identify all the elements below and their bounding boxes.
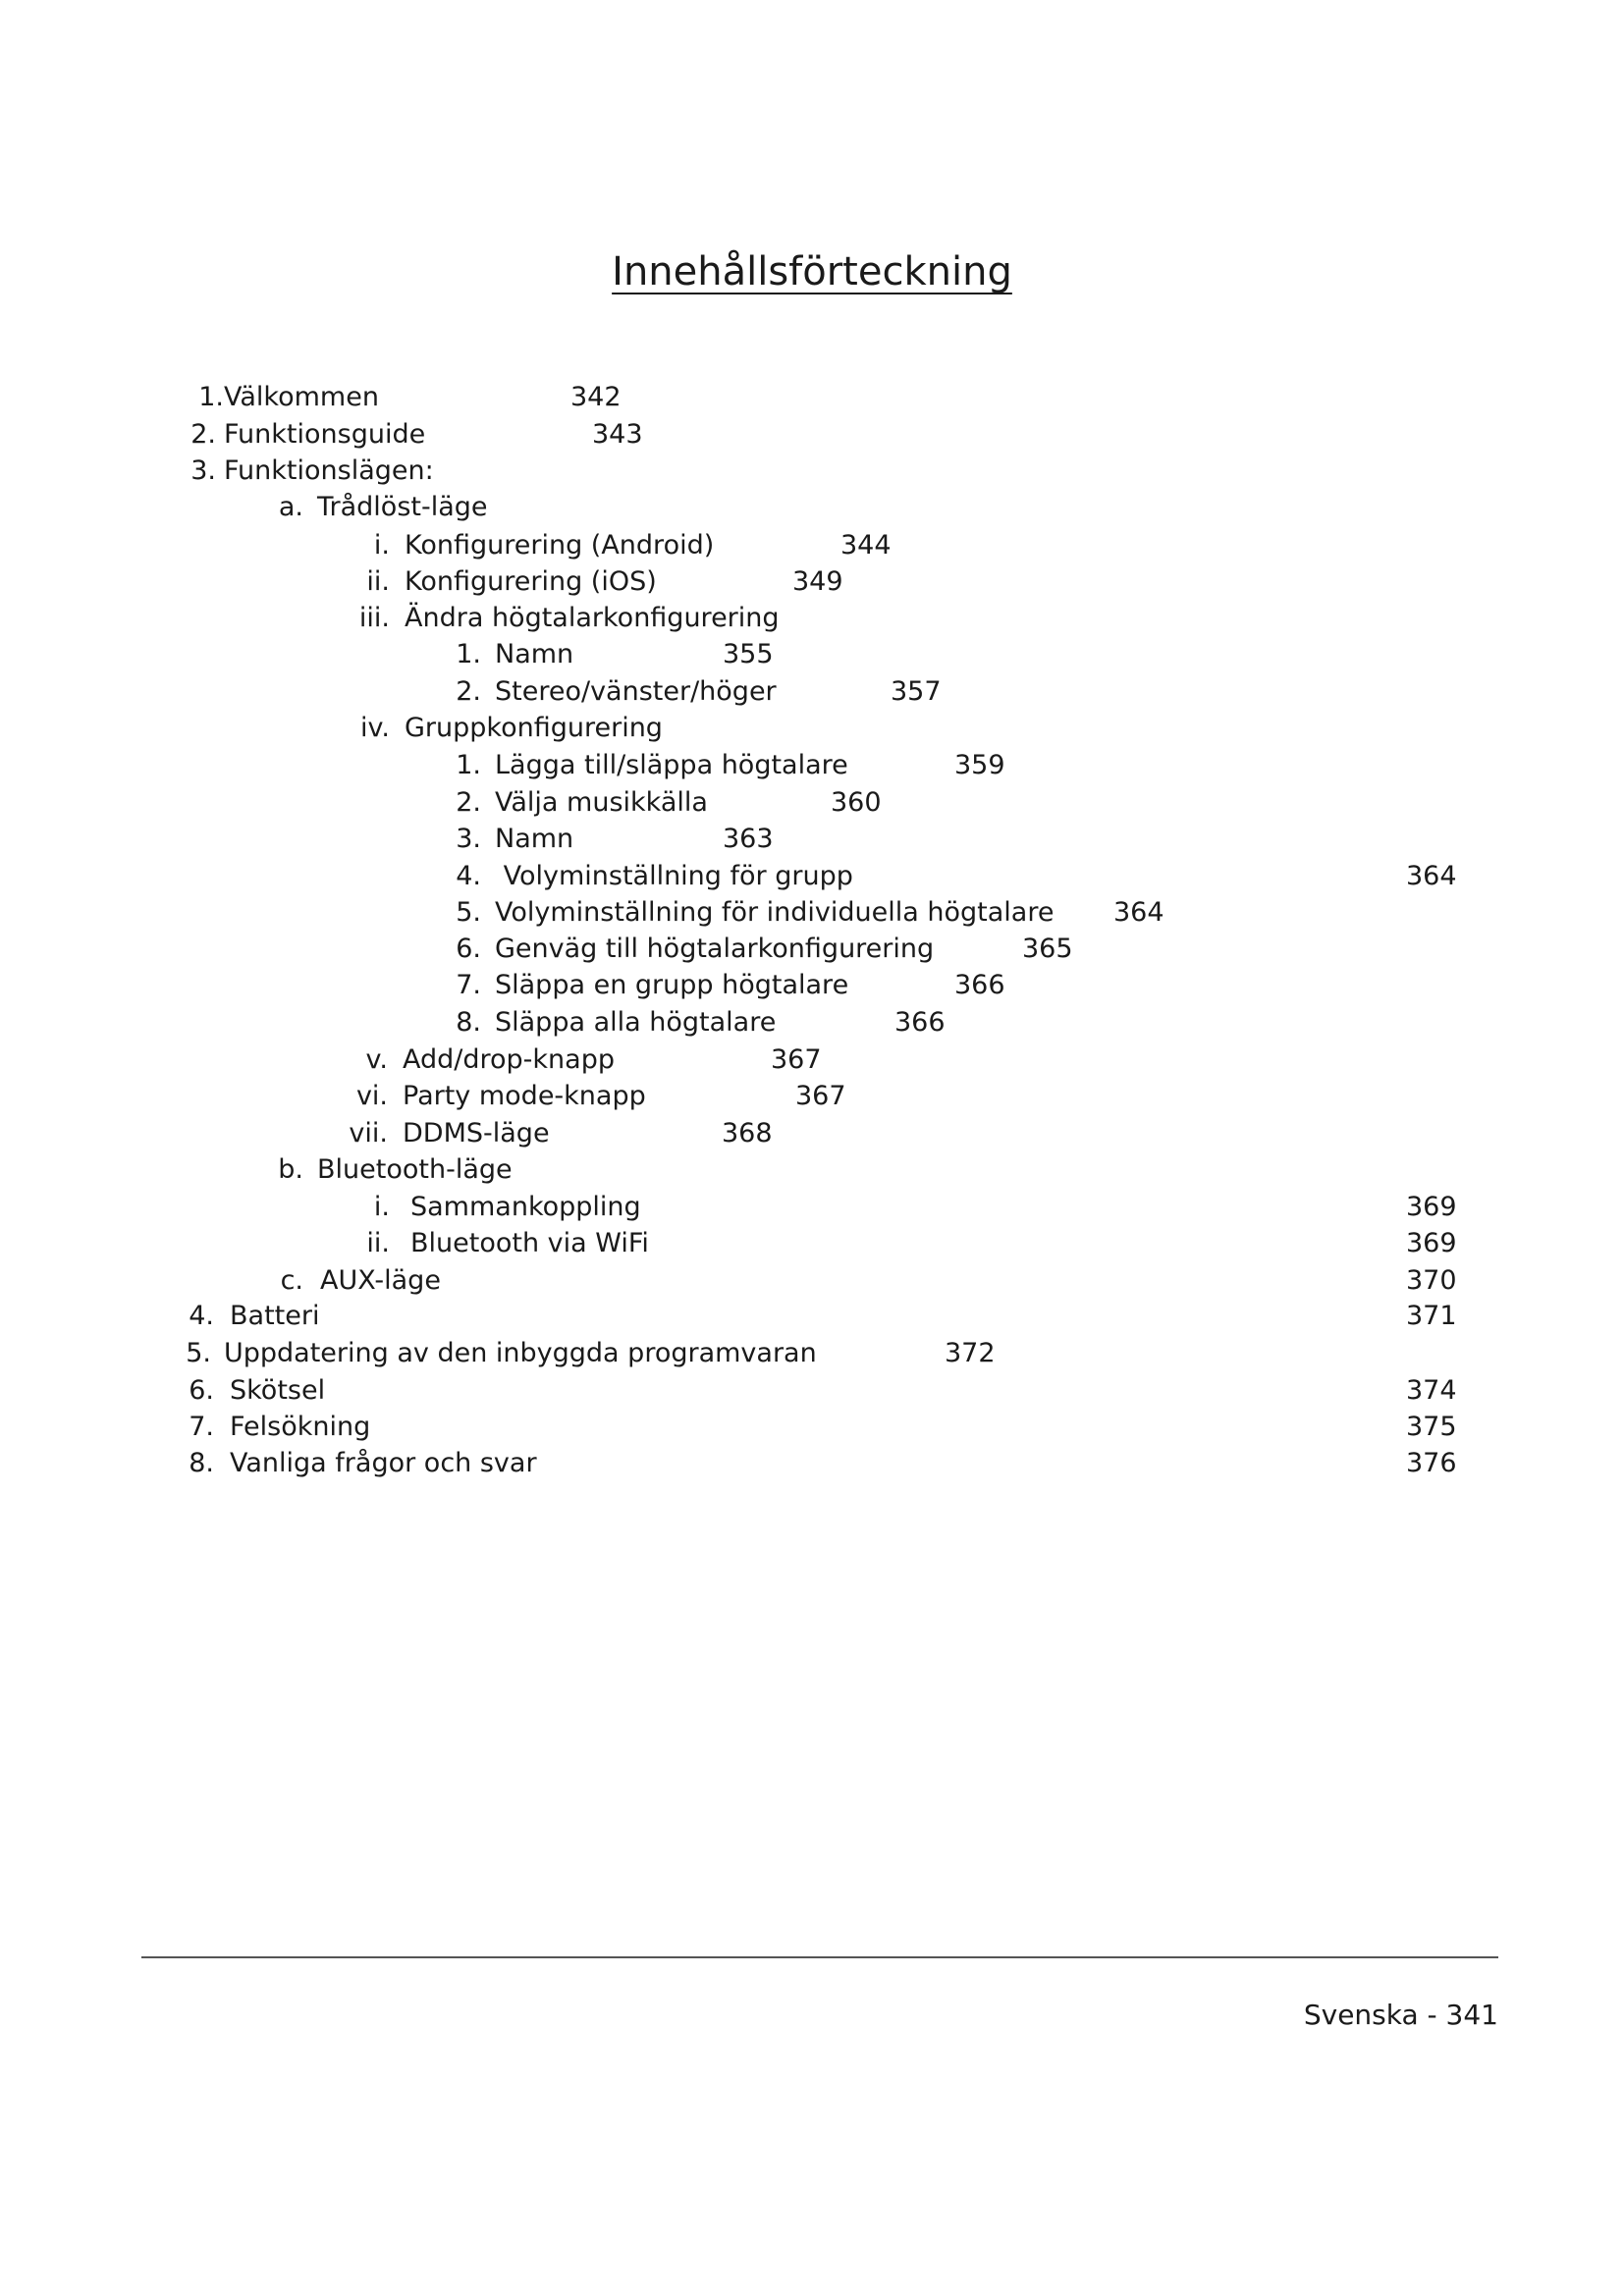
toc-entry-page-number: 366	[894, 1007, 946, 1038]
toc-entry-number: 6.	[189, 1375, 214, 1406]
toc-entry-number: 1.	[456, 639, 481, 669]
toc-entry-number: vi.	[355, 1081, 388, 1111]
toc-entry-number: b.	[278, 1154, 303, 1185]
toc-entry-number: a.	[278, 492, 303, 522]
toc-entry	[0, 1337, 1624, 1370]
toc-entry-page-number: 371	[1406, 1301, 1457, 1331]
toc-entry-page-number: 344	[840, 530, 892, 561]
toc-entry-page-number: 367	[795, 1081, 846, 1111]
toc-entry-number: iii.	[358, 603, 390, 633]
toc-entry	[0, 1117, 1624, 1150]
toc-entry-title: Felsökning	[230, 1412, 371, 1442]
toc-entry-page-number: 359	[954, 750, 1005, 780]
toc-entry-page-number: 360	[831, 787, 882, 818]
toc-entry-number: 7.	[189, 1412, 214, 1442]
toc-entry-number: 2.	[456, 676, 481, 707]
toc-entry-title: Add/drop-knapp	[403, 1044, 615, 1075]
toc-entry	[0, 1411, 1624, 1444]
toc-entry-page-number: 370	[1406, 1265, 1457, 1296]
toc-entry-number: c.	[280, 1265, 303, 1296]
toc-entry-number: iv.	[360, 713, 390, 743]
toc-entry-number: 1.	[198, 382, 224, 412]
toc-entry-title: AUX-läge	[320, 1265, 441, 1296]
toc-entry	[0, 418, 1624, 452]
toc-entry-page-number: 376	[1406, 1448, 1457, 1478]
toc-entry-title: Bluetooth via WiFi	[410, 1228, 649, 1258]
toc-entry-title: Stereo/vänster/höger	[495, 676, 777, 707]
toc-entry-page-number: 343	[592, 419, 643, 450]
toc-entry	[0, 1006, 1624, 1040]
toc-entry-title: Ändra högtalarkonfigurering	[405, 603, 780, 633]
toc-entry-page-number: 367	[771, 1044, 822, 1075]
toc-entry-number: v.	[365, 1044, 388, 1075]
toc-entry-number: 4.	[189, 1301, 214, 1331]
toc-entry-title: Vanliga frågor och svar	[230, 1448, 537, 1478]
toc-entry-number: 6.	[456, 934, 481, 964]
toc-entry-page-number: 364	[1406, 861, 1457, 891]
toc-entry-number: 2.	[190, 419, 216, 450]
toc-entry	[0, 491, 1624, 524]
toc-entry	[0, 1153, 1624, 1187]
toc-entry-number: 5.	[456, 897, 481, 928]
toc-entry	[0, 749, 1624, 782]
toc-entry-page-number: 355	[723, 639, 774, 669]
toc-entry-title: Konfigurering (Android)	[405, 530, 715, 561]
toc-entry-page-number: 365	[1022, 934, 1073, 964]
toc-entry	[0, 1191, 1624, 1224]
toc-entry-title: DDMS-läge	[403, 1118, 550, 1148]
toc-entry	[0, 1300, 1624, 1333]
toc-entry-page-number: 363	[723, 824, 774, 854]
toc-entry	[0, 1264, 1624, 1298]
toc-entry-number: ii.	[366, 566, 390, 597]
toc-entry-title: Bluetooth-läge	[317, 1154, 513, 1185]
toc-entry-page-number: 369	[1406, 1192, 1457, 1222]
toc-entry	[0, 565, 1624, 599]
toc-entry	[0, 933, 1624, 966]
toc-entry-title: Gruppkonfigurering	[405, 713, 663, 743]
toc-entry	[0, 1374, 1624, 1408]
toc-entry-number: i.	[373, 530, 390, 561]
toc-entry-number: 2.	[456, 787, 481, 818]
toc-entry-number: vii.	[349, 1118, 388, 1148]
toc-entry-title: Batteri	[230, 1301, 320, 1331]
toc-entry-page-number: 369	[1406, 1228, 1457, 1258]
toc-entry-title: Skötsel	[230, 1375, 326, 1406]
toc-entry	[0, 675, 1624, 709]
toc-entry-number: 8.	[456, 1007, 481, 1038]
toc-entry-number: 7.	[456, 970, 481, 1000]
toc-entry-title: Lägga till/släppa högtalare	[495, 750, 848, 780]
toc-entry-title: Volyminställning för grupp	[495, 861, 853, 891]
toc-entry-title: Volyminställning för individuella högtalare	[495, 897, 1055, 928]
toc-entry-page-number: 368	[722, 1118, 773, 1148]
toc-entry-number: 3.	[456, 824, 481, 854]
toc-entry	[0, 1227, 1624, 1260]
toc-entry	[0, 1043, 1624, 1077]
toc-entry-page-number: 372	[945, 1338, 996, 1368]
toc-entry-number: i.	[373, 1192, 390, 1222]
toc-entry-page-number: 364	[1113, 897, 1164, 928]
toc-entry	[0, 1080, 1624, 1113]
toc-entry-title: Party mode-knapp	[403, 1081, 646, 1111]
toc-entry-title: Konfigurering (iOS)	[405, 566, 657, 597]
toc-entry	[0, 381, 1624, 414]
toc-entry-number: 3.	[190, 455, 216, 486]
footer-divider	[141, 1956, 1498, 1958]
toc-entry-title: Trådlöst-läge	[317, 492, 488, 522]
toc-entry-title: Välja musikkälla	[495, 787, 708, 818]
toc-entry-page-number: 375	[1406, 1412, 1457, 1442]
toc-entry	[0, 969, 1624, 1002]
toc-entry	[0, 454, 1624, 488]
toc-entry-number: 4.	[456, 861, 481, 891]
page-title: Innehållsförteckning	[612, 249, 1012, 294]
toc-entry-number: 1.	[456, 750, 481, 780]
toc-entry-title: Namn	[495, 824, 574, 854]
toc-entry-title: Funktionslägen:	[224, 455, 434, 486]
toc-entry-page-number: 357	[891, 676, 942, 707]
toc-entry	[0, 638, 1624, 671]
toc-entry-title: Funktionsguide	[224, 419, 426, 450]
toc-entry	[0, 602, 1624, 635]
toc-entry	[0, 786, 1624, 820]
toc-entry-title: Sammankoppling	[410, 1192, 641, 1222]
toc-entry-number: 5.	[186, 1338, 211, 1368]
toc-entry-title: Välkommen	[224, 382, 379, 412]
toc-entry-page-number: 374	[1406, 1375, 1457, 1406]
toc-entry-title: Släppa alla högtalare	[495, 1007, 777, 1038]
toc-entry	[0, 1447, 1624, 1480]
toc-entry-title: Namn	[495, 639, 574, 669]
toc-entry-title: Släppa en grupp högtalare	[495, 970, 849, 1000]
toc-entry-title: Uppdatering av den inbyggda programvaran	[224, 1338, 817, 1368]
toc-entry	[0, 860, 1624, 893]
toc-entry-number: ii.	[366, 1228, 390, 1258]
toc-entry-title: Genväg till högtalarkonfigurering	[495, 934, 935, 964]
toc-entry-page-number: 342	[570, 382, 622, 412]
toc-entry	[0, 896, 1624, 930]
toc-entry	[0, 529, 1624, 562]
toc-entry-number: 8.	[189, 1448, 214, 1478]
page-footer: Svenska - 341	[1303, 1999, 1498, 2031]
toc-entry-page-number: 349	[792, 566, 843, 597]
toc-entry	[0, 823, 1624, 856]
toc-entry-page-number: 366	[954, 970, 1005, 1000]
toc-entry	[0, 712, 1624, 745]
